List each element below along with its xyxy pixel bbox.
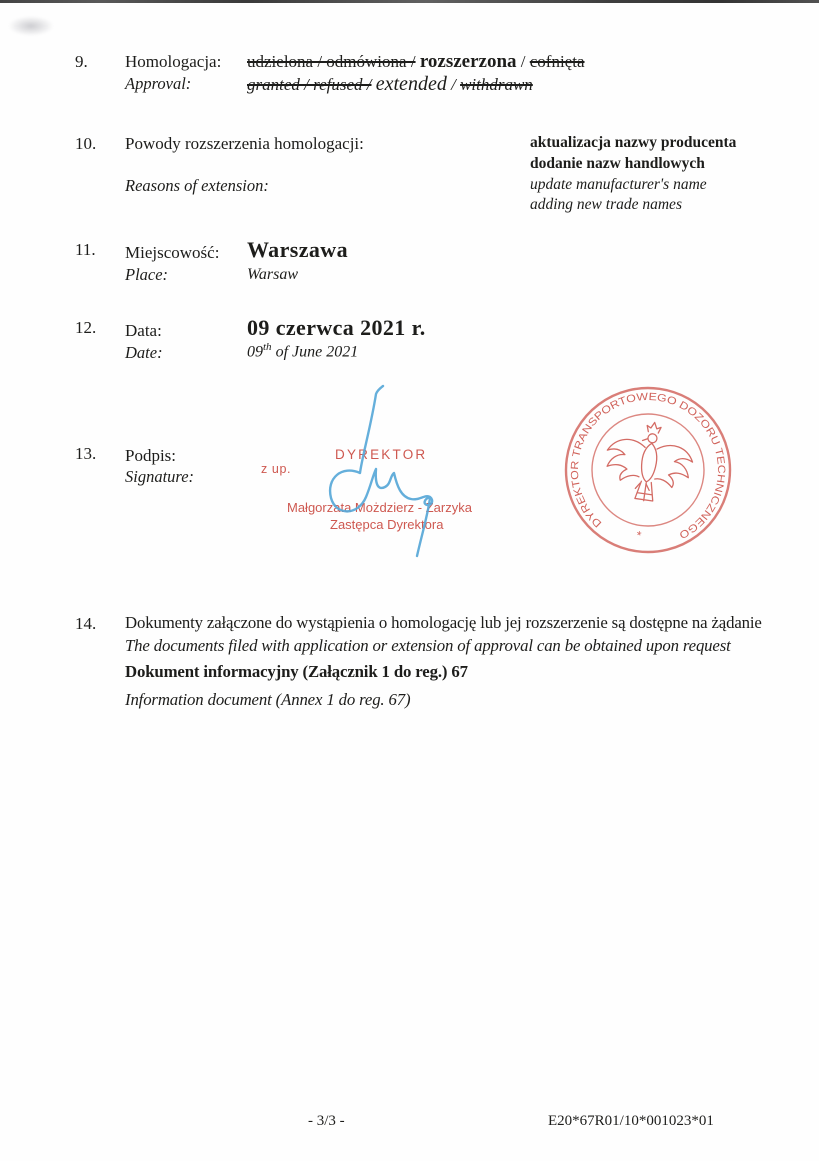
item12-label-en: Date: [125, 343, 163, 362]
official-round-stamp [560, 382, 736, 558]
item9-pl-struck-option2: cofnięta [529, 52, 585, 71]
item14-number: 14. [75, 614, 97, 633]
item12-value-pl: 09 czerwca 2021 r. [247, 315, 426, 340]
eagle-head [647, 433, 657, 443]
item13-label-pl: Podpis: [125, 446, 177, 465]
item13-number: 13. [75, 444, 97, 463]
eagle-body [639, 442, 659, 483]
item11-value-pl: Warszawa [247, 237, 348, 262]
stamp-outer-ring [560, 382, 736, 558]
eagle-left-wing [603, 437, 645, 483]
item9-label-en: Approval: [125, 74, 192, 93]
item11-value-en: Warsaw [247, 266, 298, 283]
item10-value-pl-line1: aktualizacja nazwy producenta [530, 134, 737, 151]
signer-role-text: Zastępca Dyrektora [330, 517, 444, 532]
item14-line4-en: Information document (Annex 1 do reg. 67) [125, 690, 411, 709]
item9-en-struck-option2: withdrawn [460, 75, 533, 94]
approval-code: E20*67R01/10*001023*01 [548, 1113, 714, 1129]
item9-label-pl: Homologacja: [125, 52, 222, 71]
item9-pl-separator2: / [516, 52, 530, 71]
signature-stroke-main [330, 386, 432, 511]
scan-artifact-top-line [0, 0, 819, 3]
eagle-crown [646, 421, 661, 433]
item10-label-en: Reasons of extension: [125, 176, 269, 195]
item9-value-pl [247, 51, 585, 73]
item10-label-pl: Powody rozszerzenia homologacji: [125, 134, 364, 153]
item9-number: 9. [75, 52, 88, 71]
item12-number: 12. [75, 318, 97, 337]
item14-line2-en: The documents filed with application or extension of approval can be obtained upon request [125, 636, 731, 655]
item12-en-rest: of June 2021 [271, 343, 359, 361]
signer-name-text: Małgorzata Możdzierz - Zarzyka [287, 500, 472, 515]
item14-line3-pl: Dokument informacyjny (Załącznik 1 do reg.) 67 [125, 662, 468, 681]
signature-on-behalf-text: z up. [261, 462, 292, 476]
item9-en-selected-option: extended [375, 73, 447, 95]
item12-en-day: 09 [247, 343, 263, 361]
item9-en-separator2: / [446, 75, 461, 94]
signature-stroke-descender [417, 498, 430, 556]
item13-label-en: Signature: [125, 467, 195, 486]
item9-value-en [247, 73, 533, 96]
eagle-emblem [601, 416, 697, 506]
handwritten-signature [300, 380, 450, 565]
item10-value-en-line2: adding new trade names [530, 196, 682, 213]
item10-value-pl-line2: dodanie nazw handlowych [530, 155, 705, 172]
item10-value-en-line1: update manufacturer's name [530, 176, 707, 193]
stamp-ring-text [560, 382, 736, 547]
item12-label-pl: Data: [125, 321, 162, 340]
eagle-tail [635, 481, 655, 502]
stamp-bottom-mark: * [635, 528, 643, 543]
scan-artifact-smudge [8, 16, 54, 36]
page-number: - 3/3 - [308, 1113, 345, 1129]
item12-en-ordinal: th [263, 341, 272, 353]
eagle-legs [635, 482, 650, 490]
item12-value-en [247, 341, 358, 361]
item11-label-pl: Miejscowość: [125, 243, 220, 262]
item14-line1-pl: Dokumenty załączone do wystąpienia o homologację lub jej rozszerzenie są dostępne na żądanie [125, 613, 762, 632]
item9-pl-struck-options: udzielona / odmówiona / [247, 52, 416, 71]
eagle-right-wing [652, 444, 694, 490]
signer-title-text: DYREKTOR [335, 447, 428, 462]
stamp-ring-textpath: DYREKTOR TRANSPORTOWEGO DOZORU TECHNICZNEGO [568, 390, 728, 541]
eagle-beak [643, 438, 648, 441]
item11-label-en: Place: [125, 265, 169, 284]
item11-number: 11. [75, 240, 96, 259]
item9-pl-selected-option: rozszerzona [419, 51, 517, 72]
item10-number: 10. [75, 134, 97, 153]
item9-en-struck-options: granted / refused / [247, 75, 372, 94]
